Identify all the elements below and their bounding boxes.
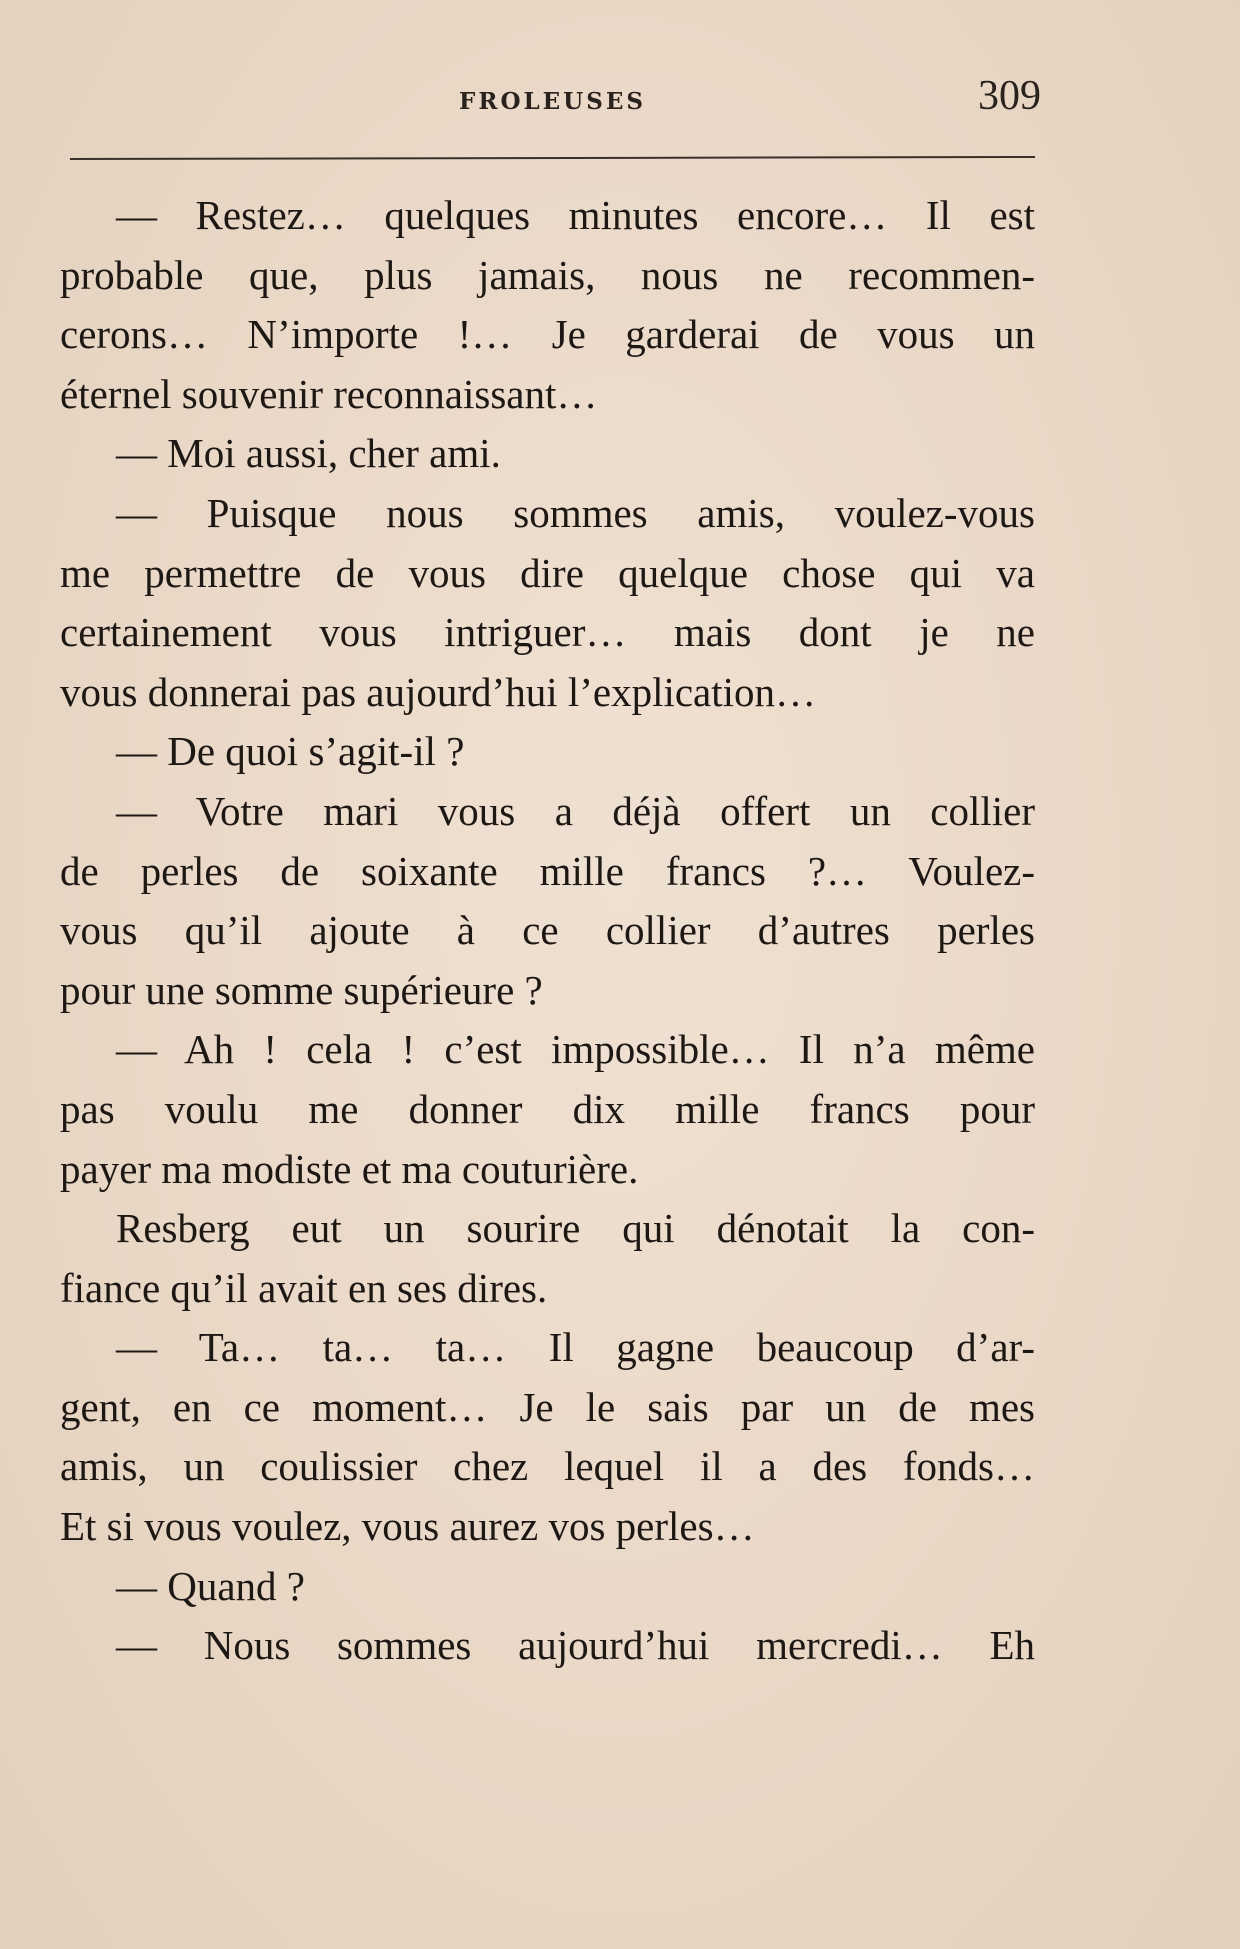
text-line: — Votre mari vous a déjà offert un collier	[116, 787, 1035, 834]
text-line: — Quand ?	[116, 1562, 306, 1609]
text-line: me permettre de vous dire quelque chose qui va	[60, 549, 1035, 596]
text-line: — Nous sommes aujourd’hui mercredi… Eh	[116, 1622, 1035, 1669]
running-title: FROLEUSES	[459, 88, 646, 115]
header-rule	[70, 156, 1035, 160]
text-line: vous donnerai pas aujourd’hui l’explication…	[60, 668, 817, 715]
text-line: fiance qu’il avait en ses dires.	[60, 1264, 548, 1311]
text-line: — Ah ! cela ! c’est impossible… Il n’a même	[116, 1026, 1035, 1073]
text-line: cerons… N’importe !… Je garderai de vous un	[60, 311, 1035, 358]
text-line: de perles de soixante mille francs ?… Voulez-	[60, 847, 1035, 894]
text-line: — De quoi s’agit-il ?	[116, 728, 465, 775]
running-head	[66, 66, 1041, 126]
text-line: gent, en ce moment… Je le sais par un de mes	[60, 1383, 1035, 1430]
text-line: pas voulu me donner dix mille francs pour	[60, 1085, 1035, 1132]
page-number: 309	[978, 73, 1041, 119]
text-line: Resberg eut un sourire qui dénotait la con-	[116, 1205, 1035, 1252]
text-line: amis, un coulissier chez lequel il a des fonds…	[60, 1443, 1035, 1490]
text-line: certainement vous intriguer… mais dont je ne	[60, 609, 1035, 656]
text-line: pour une somme supérieure ?	[60, 966, 543, 1013]
body-text	[60, 186, 1035, 1676]
text-line: probable que, plus jamais, nous ne recommen-	[60, 251, 1035, 298]
text-line: payer ma modiste et ma couturière.	[60, 1145, 639, 1192]
text-line: — Puisque nous sommes amis, voulez-vous	[116, 489, 1035, 536]
text-line: — Moi aussi, cher ami.	[116, 430, 501, 477]
text-line: vous qu’il ajoute à ce collier d’autres perles	[60, 907, 1035, 954]
text-line: — Restez… quelques minutes encore… Il est	[116, 192, 1035, 238]
text-line: — Ta… ta… ta… Il gagne beaucoup d’ar-	[116, 1324, 1035, 1371]
text-line: éternel souvenir reconnaissant…	[60, 370, 598, 417]
text-line: Et si vous voulez, vous aurez vos perles…	[60, 1503, 755, 1550]
